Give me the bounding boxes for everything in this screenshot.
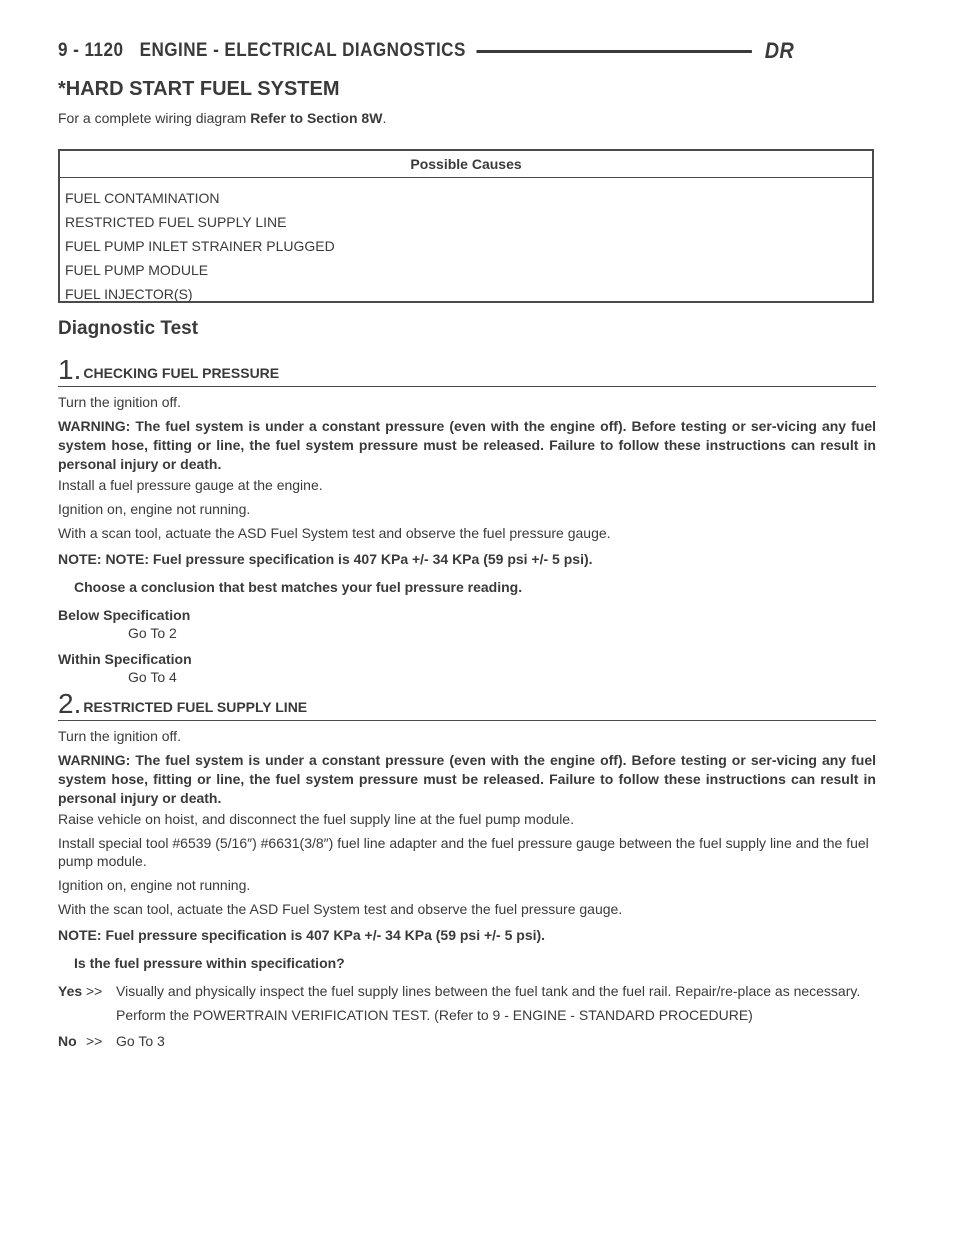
branch-below-spec-label: Below Specification bbox=[58, 607, 191, 623]
step-2 bbox=[58, 688, 876, 1050]
step-2-question: Is the fuel pressure within specification? bbox=[74, 955, 345, 971]
diagnostic-test-heading: Diagnostic Test bbox=[58, 318, 199, 339]
answer-no-arrow: >> bbox=[86, 1033, 103, 1049]
step-2-title: RESTRICTED FUEL SUPPLY LINE bbox=[83, 699, 308, 715]
step-1 bbox=[58, 354, 876, 686]
step-1-instruction: With a scan tool, actuate the ASD Fuel System test and observe the fuel pressure gauge. bbox=[58, 525, 611, 541]
step-2-instruction: Ignition on, engine not running. bbox=[58, 877, 251, 893]
answer-yes bbox=[58, 982, 876, 1024]
step-2-instruction: Turn the ignition off. bbox=[58, 728, 181, 744]
answer-no-body bbox=[116, 1032, 876, 1050]
answer-yes-body bbox=[116, 982, 876, 1024]
step-1-title: CHECKING FUEL PRESSURE bbox=[83, 365, 280, 381]
page-title: *HARD START FUEL SYSTEM bbox=[58, 78, 340, 100]
answer-yes-arrow: >> bbox=[86, 983, 103, 999]
step-1-body bbox=[58, 393, 876, 686]
intro-line bbox=[58, 110, 386, 126]
step-1-question: Choose a conclusion that best matches your fuel pressure reading. bbox=[74, 579, 523, 595]
intro-text: For a complete wiring diagram bbox=[58, 110, 247, 126]
cause-item: FUEL PUMP INLET STRAINER PLUGGED bbox=[65, 238, 335, 254]
step-1-note: NOTE: NOTE: Fuel pressure specification is 407 KPa +/- 34 KPa (59 psi +/- 5 psi). bbox=[58, 551, 593, 567]
step-1-number: 1. bbox=[58, 354, 82, 385]
model-code: DR bbox=[764, 38, 795, 63]
answer-yes-text: Visually and physically inspect the fuel supply lines between the fuel tank and the fuel rail. Repair/re-place as necessary. bbox=[116, 983, 861, 999]
page-header bbox=[58, 38, 794, 64]
answer-no bbox=[58, 1032, 876, 1050]
cause-item: FUEL INJECTOR(S) bbox=[65, 286, 193, 302]
section-reference-link[interactable]: Refer to Section 8W bbox=[250, 110, 383, 126]
answer-yes-text: Perform the POWERTRAIN VERIFICATION TEST. (Refer to 9 - ENGINE - STANDARD PROCEDURE) bbox=[116, 1007, 753, 1023]
header-rule bbox=[477, 50, 752, 53]
intro-end: . bbox=[382, 110, 387, 126]
step-1-instruction: Ignition on, engine not running. bbox=[58, 501, 251, 517]
step-1-warning: WARNING: The fuel system is under a constant pressure (even with the engine off). Before testing or ser-vicing any fuel system hose, fitting or line, the fuel system pressure must be released. Failure to follow these instructions can result in personal injury or death. bbox=[58, 418, 876, 472]
cause-item: RESTRICTED FUEL SUPPLY LINE bbox=[65, 214, 287, 230]
page-number: 9 - 1120 bbox=[58, 40, 124, 61]
branch-within-spec-label: Within Specification bbox=[58, 651, 192, 667]
possible-causes-table bbox=[58, 149, 874, 303]
step-2-instruction: Raise vehicle on hoist, and disconnect the fuel supply line at the fuel pump module. bbox=[58, 811, 574, 827]
answer-yes-label: Yes bbox=[58, 983, 83, 999]
possible-causes-list bbox=[60, 178, 872, 306]
step-2-number: 2. bbox=[58, 688, 82, 719]
possible-causes-heading: Possible Causes bbox=[60, 151, 872, 178]
step-1-instruction: Turn the ignition off. bbox=[58, 394, 181, 410]
step-2-warning: WARNING: The fuel system is under a constant pressure (even with the engine off). Before testing or ser-vicing any fuel system hose, fitting or line, the fuel system pressure must be released. Failure to follow these instructions can result in personal injury or death. bbox=[58, 752, 876, 806]
step-1-instruction: Install a fuel pressure gauge at the engine. bbox=[58, 477, 323, 493]
step-2-body bbox=[58, 727, 876, 1050]
branch-within-spec-target[interactable]: Go To 4 bbox=[128, 669, 177, 685]
step-2-header bbox=[58, 688, 876, 721]
step-2-instruction: Install special tool #6539 (5/16″) #6631(3/8″) fuel line adapter and the fuel pressure gauge between the fuel supply line and the fuel pump module. bbox=[58, 835, 869, 869]
answer-no-label: No bbox=[58, 1033, 77, 1049]
step-2-instruction: With the scan tool, actuate the ASD Fuel System test and observe the fuel pressure gauge. bbox=[58, 901, 623, 917]
cause-item: FUEL PUMP MODULE bbox=[65, 262, 209, 278]
section-title: ENGINE - ELECTRICAL DIAGNOSTICS bbox=[139, 40, 466, 61]
step-1-header bbox=[58, 354, 876, 387]
branch-below-spec-target[interactable]: Go To 2 bbox=[128, 625, 177, 641]
step-2-note: NOTE: Fuel pressure specification is 407 KPa +/- 34 KPa (59 psi +/- 5 psi). bbox=[58, 927, 546, 943]
cause-item: FUEL CONTAMINATION bbox=[65, 190, 220, 206]
answer-no-text[interactable]: Go To 3 bbox=[116, 1033, 165, 1049]
